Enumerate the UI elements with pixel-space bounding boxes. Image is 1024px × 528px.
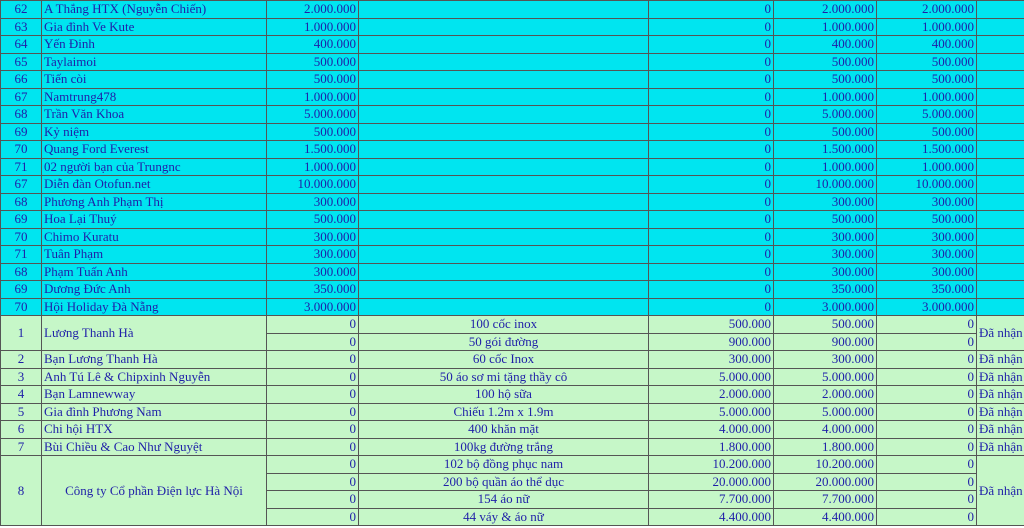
goods-description-cell[interactable]: 400 khăn mặt <box>359 421 649 439</box>
goods-description-cell[interactable] <box>359 141 649 159</box>
donor-name-cell[interactable]: 02 người bạn của Trungnc <box>42 158 267 176</box>
table-row <box>1 368 1024 386</box>
cash-amount-cell[interactable]: 1.000.000 <box>267 88 359 106</box>
remaining-amount-cell[interactable]: 0 <box>877 333 977 351</box>
total-amount-cell[interactable]: 2.000.000 <box>774 1 877 19</box>
cash-amount-cell[interactable]: 500.000 <box>267 71 359 89</box>
spreadsheet-body <box>1 1 1024 526</box>
goods-value-cell[interactable]: 5.000.000 <box>649 368 774 386</box>
status-cell[interactable] <box>977 158 1024 176</box>
remaining-amount-cell[interactable]: 500.000 <box>877 123 977 141</box>
remaining-amount-cell[interactable]: 300.000 <box>877 263 977 281</box>
donor-name-cell[interactable]: Gia đình Ve Kute <box>42 18 267 36</box>
donor-name-cell[interactable]: Hội Holiday Đà Nẵng <box>42 298 267 316</box>
donor-name-cell[interactable]: Tuân Phạm <box>42 246 267 264</box>
table-row <box>1 246 1024 264</box>
donor-name-cell[interactable]: Yến Đinh <box>42 36 267 54</box>
donor-name-cell[interactable]: Anh Tú Lê & Chipxinh Nguyễn <box>42 368 267 386</box>
status-cell[interactable]: Đã nhận <box>977 368 1024 386</box>
goods-value-cell[interactable]: 0 <box>649 1 774 19</box>
row-number-cell[interactable]: 63 <box>1 18 42 36</box>
table-row <box>1 316 1024 334</box>
row-number-cell[interactable]: 2 <box>1 351 42 369</box>
total-amount-cell[interactable]: 3.000.000 <box>774 298 877 316</box>
row-number-cell[interactable]: 6 <box>1 421 42 439</box>
status-cell[interactable] <box>977 141 1024 159</box>
row-number-cell[interactable]: 69 <box>1 123 42 141</box>
cash-amount-cell[interactable]: 5.000.000 <box>267 106 359 124</box>
remaining-amount-cell[interactable]: 500.000 <box>877 53 977 71</box>
donor-name-cell[interactable]: Gia đình Phương Nam <box>42 403 267 421</box>
remaining-amount-cell[interactable]: 0 <box>877 473 977 491</box>
donor-name-cell[interactable]: Namtrung478 <box>42 88 267 106</box>
total-amount-cell[interactable]: 2.000.000 <box>774 386 877 404</box>
table-row <box>1 193 1024 211</box>
remaining-amount-cell[interactable]: 0 <box>877 491 977 509</box>
remaining-amount-cell[interactable]: 1.000.000 <box>877 18 977 36</box>
status-cell[interactable] <box>977 246 1024 264</box>
goods-description-cell[interactable]: 44 váy & áo nữ <box>359 508 649 526</box>
status-cell[interactable]: Đã nhận <box>977 386 1024 404</box>
remaining-amount-cell[interactable]: 0 <box>877 508 977 526</box>
goods-value-cell[interactable]: 0 <box>649 228 774 246</box>
goods-value-cell[interactable]: 300.000 <box>649 351 774 369</box>
goods-value-cell[interactable]: 0 <box>649 298 774 316</box>
goods-description-cell[interactable]: 60 cốc Inox <box>359 351 649 369</box>
goods-description-cell[interactable] <box>359 53 649 71</box>
goods-description-cell[interactable] <box>359 88 649 106</box>
remaining-amount-cell[interactable]: 2.000.000 <box>877 1 977 19</box>
table-row <box>1 123 1024 141</box>
total-amount-cell[interactable]: 900.000 <box>774 333 877 351</box>
remaining-amount-cell[interactable]: 1.500.000 <box>877 141 977 159</box>
status-cell[interactable]: Đã nhận <box>977 316 1024 351</box>
goods-value-cell[interactable]: 0 <box>649 141 774 159</box>
table-row <box>1 176 1024 194</box>
total-amount-cell[interactable]: 300.000 <box>774 351 877 369</box>
remaining-amount-cell[interactable]: 500.000 <box>877 71 977 89</box>
cash-amount-cell[interactable]: 0 <box>267 456 359 474</box>
row-number-cell[interactable]: 5 <box>1 403 42 421</box>
donor-name-cell[interactable]: Phạm Tuấn Anh <box>42 263 267 281</box>
goods-description-cell[interactable]: 50 gói đường <box>359 333 649 351</box>
table-row <box>1 141 1024 159</box>
goods-value-cell[interactable]: 2.000.000 <box>649 386 774 404</box>
total-amount-cell[interactable]: 350.000 <box>774 281 877 299</box>
goods-value-cell[interactable]: 900.000 <box>649 333 774 351</box>
goods-description-cell[interactable] <box>359 281 649 299</box>
table-row <box>1 106 1024 124</box>
status-cell[interactable] <box>977 18 1024 36</box>
total-amount-cell[interactable]: 5.000.000 <box>774 368 877 386</box>
remaining-amount-cell[interactable]: 0 <box>877 456 977 474</box>
donor-name-cell[interactable]: Tiến còi <box>42 71 267 89</box>
total-amount-cell[interactable]: 300.000 <box>774 193 877 211</box>
status-cell[interactable] <box>977 176 1024 194</box>
table-row <box>1 36 1024 54</box>
table-row <box>1 438 1024 456</box>
status-cell[interactable] <box>977 53 1024 71</box>
goods-value-cell[interactable]: 0 <box>649 281 774 299</box>
cash-amount-cell[interactable]: 1.000.000 <box>267 18 359 36</box>
cash-amount-cell[interactable]: 0 <box>267 508 359 526</box>
donor-name-cell[interactable]: Diễn đàn Otofun.net <box>42 176 267 194</box>
table-row <box>1 298 1024 316</box>
goods-description-cell[interactable] <box>359 1 649 19</box>
cash-amount-cell[interactable]: 400.000 <box>267 36 359 54</box>
goods-description-cell[interactable]: 102 bộ đồng phục nam <box>359 456 649 474</box>
cash-amount-cell[interactable]: 0 <box>267 333 359 351</box>
status-cell[interactable] <box>977 211 1024 229</box>
remaining-amount-cell[interactable]: 350.000 <box>877 281 977 299</box>
remaining-amount-cell[interactable]: 400.000 <box>877 36 977 54</box>
donor-name-cell[interactable]: Công ty Cổ phần Điện lực Hà Nội <box>42 456 267 526</box>
donor-name-cell[interactable]: Chimo Kuratu <box>42 228 267 246</box>
total-amount-cell[interactable]: 5.000.000 <box>774 106 877 124</box>
remaining-amount-cell[interactable]: 300.000 <box>877 246 977 264</box>
cash-amount-cell[interactable]: 0 <box>267 473 359 491</box>
table-row <box>1 53 1024 71</box>
total-amount-cell[interactable]: 1.000.000 <box>774 18 877 36</box>
row-number-cell[interactable]: 62 <box>1 1 42 19</box>
row-number-cell[interactable]: 70 <box>1 228 42 246</box>
goods-description-cell[interactable]: 100 hộ sữa <box>359 386 649 404</box>
total-amount-cell[interactable]: 1.000.000 <box>774 158 877 176</box>
goods-description-cell[interactable]: Chiếu 1.2m x 1.9m <box>359 403 649 421</box>
row-number-cell[interactable]: 70 <box>1 298 42 316</box>
donor-name-cell[interactable]: Kỷ niệm <box>42 123 267 141</box>
remaining-amount-cell[interactable]: 0 <box>877 386 977 404</box>
status-cell[interactable]: Đã nhận <box>977 438 1024 456</box>
goods-description-cell[interactable] <box>359 106 649 124</box>
status-cell[interactable]: Đã nhận <box>977 456 1024 526</box>
goods-description-cell[interactable] <box>359 123 649 141</box>
goods-description-cell[interactable] <box>359 263 649 281</box>
total-amount-cell[interactable]: 500.000 <box>774 71 877 89</box>
status-cell[interactable] <box>977 123 1024 141</box>
donor-name-cell[interactable]: Quang Ford Everest <box>42 141 267 159</box>
status-cell[interactable] <box>977 88 1024 106</box>
total-amount-cell[interactable]: 4.000.000 <box>774 421 877 439</box>
table-row <box>1 18 1024 36</box>
goods-description-cell[interactable]: 200 bộ quần áo thể dục <box>359 473 649 491</box>
donor-name-cell[interactable]: Dương Đức Anh <box>42 281 267 299</box>
cash-amount-cell[interactable]: 0 <box>267 386 359 404</box>
table-row <box>1 386 1024 404</box>
remaining-amount-cell[interactable]: 300.000 <box>877 228 977 246</box>
goods-value-cell[interactable]: 0 <box>649 193 774 211</box>
goods-value-cell[interactable]: 0 <box>649 211 774 229</box>
donor-name-cell[interactable]: Bạn Lamnewway <box>42 386 267 404</box>
cash-amount-cell[interactable]: 1.000.000 <box>267 158 359 176</box>
row-number-cell[interactable]: 71 <box>1 246 42 264</box>
remaining-amount-cell[interactable]: 0 <box>877 403 977 421</box>
cash-amount-cell[interactable]: 300.000 <box>267 193 359 211</box>
total-amount-cell[interactable]: 1.800.000 <box>774 438 877 456</box>
goods-value-cell[interactable]: 10.200.000 <box>649 456 774 474</box>
goods-value-cell[interactable]: 4.400.000 <box>649 508 774 526</box>
donor-name-cell[interactable]: Trần Văn Khoa <box>42 106 267 124</box>
goods-value-cell[interactable]: 5.000.000 <box>649 403 774 421</box>
status-cell[interactable]: Đã nhận <box>977 351 1024 369</box>
table-row <box>1 403 1024 421</box>
goods-value-cell[interactable]: 0 <box>649 88 774 106</box>
goods-value-cell[interactable]: 0 <box>649 36 774 54</box>
goods-value-cell[interactable]: 4.000.000 <box>649 421 774 439</box>
cash-amount-cell[interactable]: 0 <box>267 316 359 334</box>
remaining-amount-cell[interactable]: 0 <box>877 316 977 334</box>
status-cell[interactable] <box>977 281 1024 299</box>
goods-value-cell[interactable]: 7.700.000 <box>649 491 774 509</box>
goods-value-cell[interactable]: 0 <box>649 246 774 264</box>
donor-name-cell[interactable]: A Thắng HTX (Nguyễn Chiến) <box>42 1 267 19</box>
row-number-cell[interactable]: 71 <box>1 158 42 176</box>
total-amount-cell[interactable]: 4.400.000 <box>774 508 877 526</box>
goods-description-cell[interactable] <box>359 71 649 89</box>
goods-description-cell[interactable] <box>359 246 649 264</box>
status-cell[interactable]: Đã nhận <box>977 403 1024 421</box>
row-number-cell[interactable]: 3 <box>1 368 42 386</box>
total-amount-cell[interactable]: 7.700.000 <box>774 491 877 509</box>
row-number-cell[interactable]: 8 <box>1 456 42 526</box>
goods-description-cell[interactable] <box>359 18 649 36</box>
table-row <box>1 88 1024 106</box>
table-row <box>1 351 1024 369</box>
donor-name-cell[interactable]: Phương Anh Phạm Thị <box>42 193 267 211</box>
total-amount-cell[interactable]: 300.000 <box>774 263 877 281</box>
status-cell[interactable] <box>977 71 1024 89</box>
remaining-amount-cell[interactable]: 1.000.000 <box>877 158 977 176</box>
remaining-amount-cell[interactable]: 5.000.000 <box>877 106 977 124</box>
goods-value-cell[interactable]: 0 <box>649 123 774 141</box>
total-amount-cell[interactable]: 1.500.000 <box>774 141 877 159</box>
donor-name-cell[interactable]: Chi hội HTX <box>42 421 267 439</box>
goods-value-cell[interactable]: 500.000 <box>649 316 774 334</box>
goods-description-cell[interactable]: 154 áo nữ <box>359 491 649 509</box>
total-amount-cell[interactable]: 5.000.000 <box>774 403 877 421</box>
goods-description-cell[interactable] <box>359 158 649 176</box>
remaining-amount-cell[interactable]: 10.000.000 <box>877 176 977 194</box>
remaining-amount-cell[interactable]: 0 <box>877 421 977 439</box>
total-amount-cell[interactable]: 1.000.000 <box>774 88 877 106</box>
goods-value-cell[interactable]: 0 <box>649 71 774 89</box>
total-amount-cell[interactable]: 10.200.000 <box>774 456 877 474</box>
cash-amount-cell[interactable]: 300.000 <box>267 246 359 264</box>
status-cell[interactable] <box>977 263 1024 281</box>
table-row <box>1 71 1024 89</box>
cash-amount-cell[interactable]: 300.000 <box>267 263 359 281</box>
table-row <box>1 1 1024 19</box>
row-number-cell[interactable]: 64 <box>1 36 42 54</box>
table-row <box>1 456 1024 474</box>
row-number-cell[interactable]: 67 <box>1 176 42 194</box>
remaining-amount-cell[interactable]: 0 <box>877 368 977 386</box>
remaining-amount-cell[interactable]: 500.000 <box>877 211 977 229</box>
goods-description-cell[interactable]: 100 cốc inox <box>359 316 649 334</box>
donor-name-cell[interactable]: Taylaimoi <box>42 53 267 71</box>
row-number-cell[interactable]: 66 <box>1 71 42 89</box>
goods-value-cell[interactable]: 0 <box>649 106 774 124</box>
status-cell[interactable] <box>977 298 1024 316</box>
cash-amount-cell[interactable]: 0 <box>267 351 359 369</box>
table-row <box>1 421 1024 439</box>
row-number-cell[interactable]: 68 <box>1 263 42 281</box>
row-number-cell[interactable]: 68 <box>1 106 42 124</box>
status-cell[interactable] <box>977 106 1024 124</box>
cash-amount-cell[interactable]: 0 <box>267 421 359 439</box>
cash-amount-cell[interactable]: 500.000 <box>267 123 359 141</box>
row-number-cell[interactable]: 69 <box>1 281 42 299</box>
cash-amount-cell[interactable]: 500.000 <box>267 53 359 71</box>
donor-name-cell[interactable]: Lương Thanh Hà <box>42 316 267 351</box>
total-amount-cell[interactable]: 10.000.000 <box>774 176 877 194</box>
remaining-amount-cell[interactable]: 300.000 <box>877 193 977 211</box>
goods-value-cell[interactable]: 0 <box>649 53 774 71</box>
goods-description-cell[interactable] <box>359 193 649 211</box>
goods-value-cell[interactable]: 1.800.000 <box>649 438 774 456</box>
status-cell[interactable] <box>977 36 1024 54</box>
row-number-cell[interactable]: 67 <box>1 88 42 106</box>
row-number-cell[interactable]: 68 <box>1 193 42 211</box>
cash-amount-cell[interactable]: 500.000 <box>267 211 359 229</box>
goods-value-cell[interactable]: 0 <box>649 263 774 281</box>
row-number-cell[interactable]: 7 <box>1 438 42 456</box>
cash-amount-cell[interactable]: 300.000 <box>267 228 359 246</box>
row-number-cell[interactable]: 4 <box>1 386 42 404</box>
cash-amount-cell[interactable]: 0 <box>267 438 359 456</box>
donor-name-cell[interactable]: Bùi Chiều & Cao Như Nguyệt <box>42 438 267 456</box>
total-amount-cell[interactable]: 500.000 <box>774 316 877 334</box>
goods-value-cell[interactable]: 0 <box>649 18 774 36</box>
goods-description-cell[interactable] <box>359 228 649 246</box>
status-cell[interactable] <box>977 193 1024 211</box>
total-amount-cell[interactable]: 400.000 <box>774 36 877 54</box>
row-number-cell[interactable]: 69 <box>1 211 42 229</box>
goods-description-cell[interactable]: 50 áo sơ mi tặng thầy cô <box>359 368 649 386</box>
remaining-amount-cell[interactable]: 1.000.000 <box>877 88 977 106</box>
goods-description-cell[interactable] <box>359 211 649 229</box>
goods-description-cell[interactable] <box>359 36 649 54</box>
table-row <box>1 281 1024 299</box>
table-row <box>1 211 1024 229</box>
remaining-amount-cell[interactable]: 0 <box>877 351 977 369</box>
total-amount-cell[interactable]: 500.000 <box>774 53 877 71</box>
table-row <box>1 263 1024 281</box>
row-number-cell[interactable]: 70 <box>1 141 42 159</box>
status-cell[interactable]: Đã nhận <box>977 421 1024 439</box>
goods-description-cell[interactable]: 100kg đường trắng <box>359 438 649 456</box>
cash-amount-cell[interactable]: 3.000.000 <box>267 298 359 316</box>
total-amount-cell[interactable]: 20.000.000 <box>774 473 877 491</box>
cash-amount-cell[interactable]: 1.500.000 <box>267 141 359 159</box>
row-number-cell[interactable]: 1 <box>1 316 42 351</box>
remaining-amount-cell[interactable]: 0 <box>877 438 977 456</box>
goods-value-cell[interactable]: 20.000.000 <box>649 473 774 491</box>
table-row <box>1 228 1024 246</box>
remaining-amount-cell[interactable]: 3.000.000 <box>877 298 977 316</box>
status-cell[interactable] <box>977 228 1024 246</box>
goods-value-cell[interactable]: 0 <box>649 158 774 176</box>
donor-name-cell[interactable]: Bạn Lương Thanh Hà <box>42 351 267 369</box>
cash-amount-cell[interactable]: 0 <box>267 491 359 509</box>
goods-value-cell[interactable]: 0 <box>649 176 774 194</box>
row-number-cell[interactable]: 65 <box>1 53 42 71</box>
cash-amount-cell[interactable]: 0 <box>267 403 359 421</box>
total-amount-cell[interactable]: 300.000 <box>774 228 877 246</box>
status-cell[interactable] <box>977 1 1024 19</box>
total-amount-cell[interactable]: 300.000 <box>774 246 877 264</box>
total-amount-cell[interactable]: 500.000 <box>774 211 877 229</box>
cash-amount-cell[interactable]: 2.000.000 <box>267 1 359 19</box>
goods-description-cell[interactable] <box>359 176 649 194</box>
cash-amount-cell[interactable]: 10.000.000 <box>267 176 359 194</box>
donor-name-cell[interactable]: Hoa Lại Thuý <box>42 211 267 229</box>
goods-description-cell[interactable] <box>359 298 649 316</box>
cash-amount-cell[interactable]: 350.000 <box>267 281 359 299</box>
total-amount-cell[interactable]: 500.000 <box>774 123 877 141</box>
cash-amount-cell[interactable]: 0 <box>267 368 359 386</box>
table-row <box>1 158 1024 176</box>
